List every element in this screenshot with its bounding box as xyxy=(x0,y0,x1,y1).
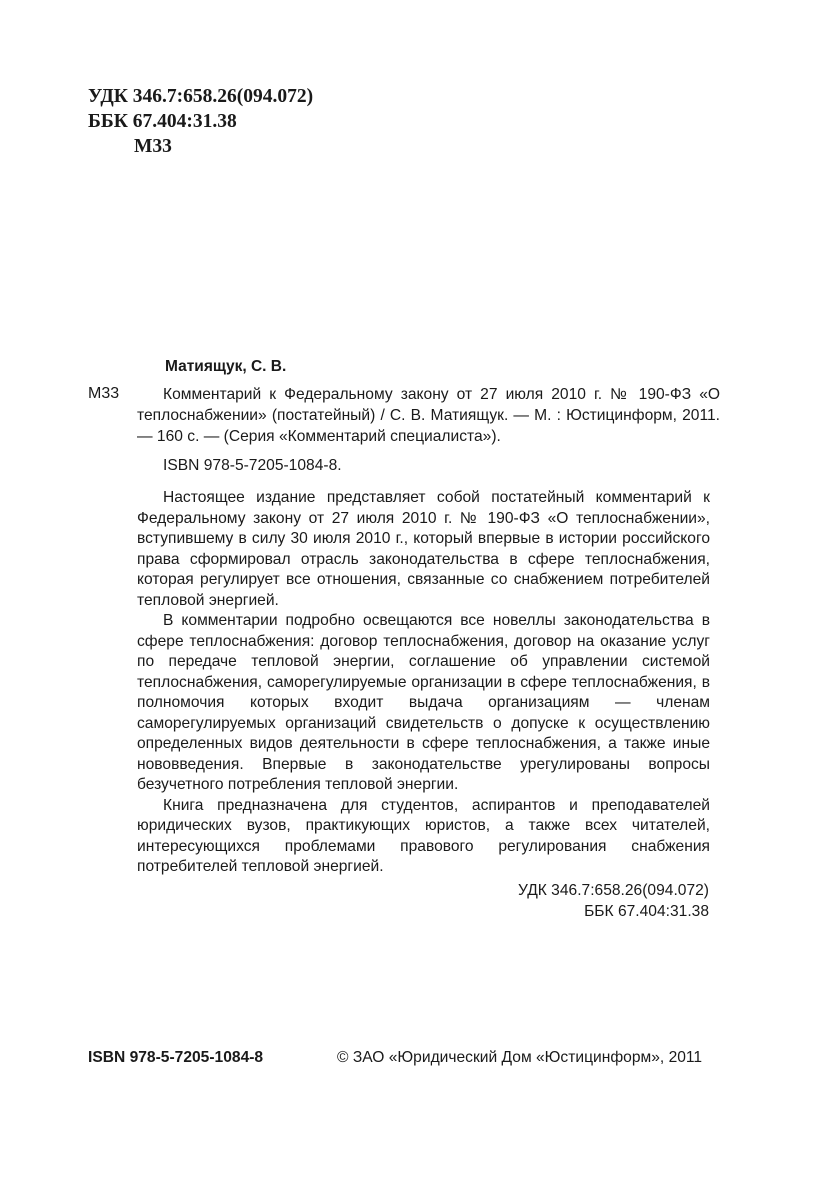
annotation-paragraph: Книга предназначена для студентов, аспирантов и преподавателей юридических вузов, практикующих юристов, а также всех читателей, интересующихся проблемами правового регулирования снабжения потребителей тепловой энергией. xyxy=(137,796,710,875)
classification-footer xyxy=(518,880,709,922)
classification-header xyxy=(88,84,313,159)
udk-code: УДК 346.7:658.26(094.072) xyxy=(88,86,314,107)
author-mark: М33 xyxy=(134,136,172,157)
bibliographic-description: Комментарий к Федеральному закону от 27 июля 2010 г. № 190-ФЗ «О теплоснабжении» (постатейный) / С. В. Матиящук. — М. : Юстицинформ, 2011. — 160 с. — (Серия «Комментарий специалиста»). xyxy=(137,386,720,445)
annotation-paragraph: Настоящее издание представляет собой постатейный комментарий к Федеральному закону от 27 июля 2010 г. № 190-ФЗ «О теплоснабжении», вступившему в силу 30 июля 2010 г., который впервые в истории российского права сформировал отрасль законодательства в сфере теплоснабжения, которая регулирует все отношения, связанные со снабжением потребителей тепловой энергией. xyxy=(137,489,710,609)
bbk-code: ББК 67.404:31.38 xyxy=(584,903,709,920)
author-name: Матиящук, С. В. xyxy=(165,358,287,375)
bbk-code: ББК 67.404:31.38 xyxy=(88,111,237,132)
annotation xyxy=(137,488,710,878)
author-mark-code: М33 xyxy=(88,385,120,402)
record-isbn: ISBN 978-5-7205-1084-8. xyxy=(163,457,342,474)
copyright: © ЗАО «Юридический Дом «Юстицинформ», 2011 xyxy=(337,1049,703,1066)
udk-code: УДК 346.7:658.26(094.072) xyxy=(518,882,709,899)
footer-isbn: ISBN 978-5-7205-1084-8 xyxy=(88,1049,264,1066)
annotation-paragraph: В комментарии подробно освещаются все новеллы законодательства в сфере теплоснабжения: договор теплоснабжения, договор на оказание услуг по передаче тепловой энергии, соглашение об управлении системой теплоснабжения, саморегулируемые организации в сфере теплоснабжения, в полномочия которых входит выдача организациям — членам саморегулируемых организаций свидетельств о допуске к осуществлению определенных видов деятельности в сфере теплоснабжения, а также иные нововведения. Впервые в законодательстве урегулированы вопросы безучетного потребления тепловой энергии. xyxy=(137,612,710,793)
